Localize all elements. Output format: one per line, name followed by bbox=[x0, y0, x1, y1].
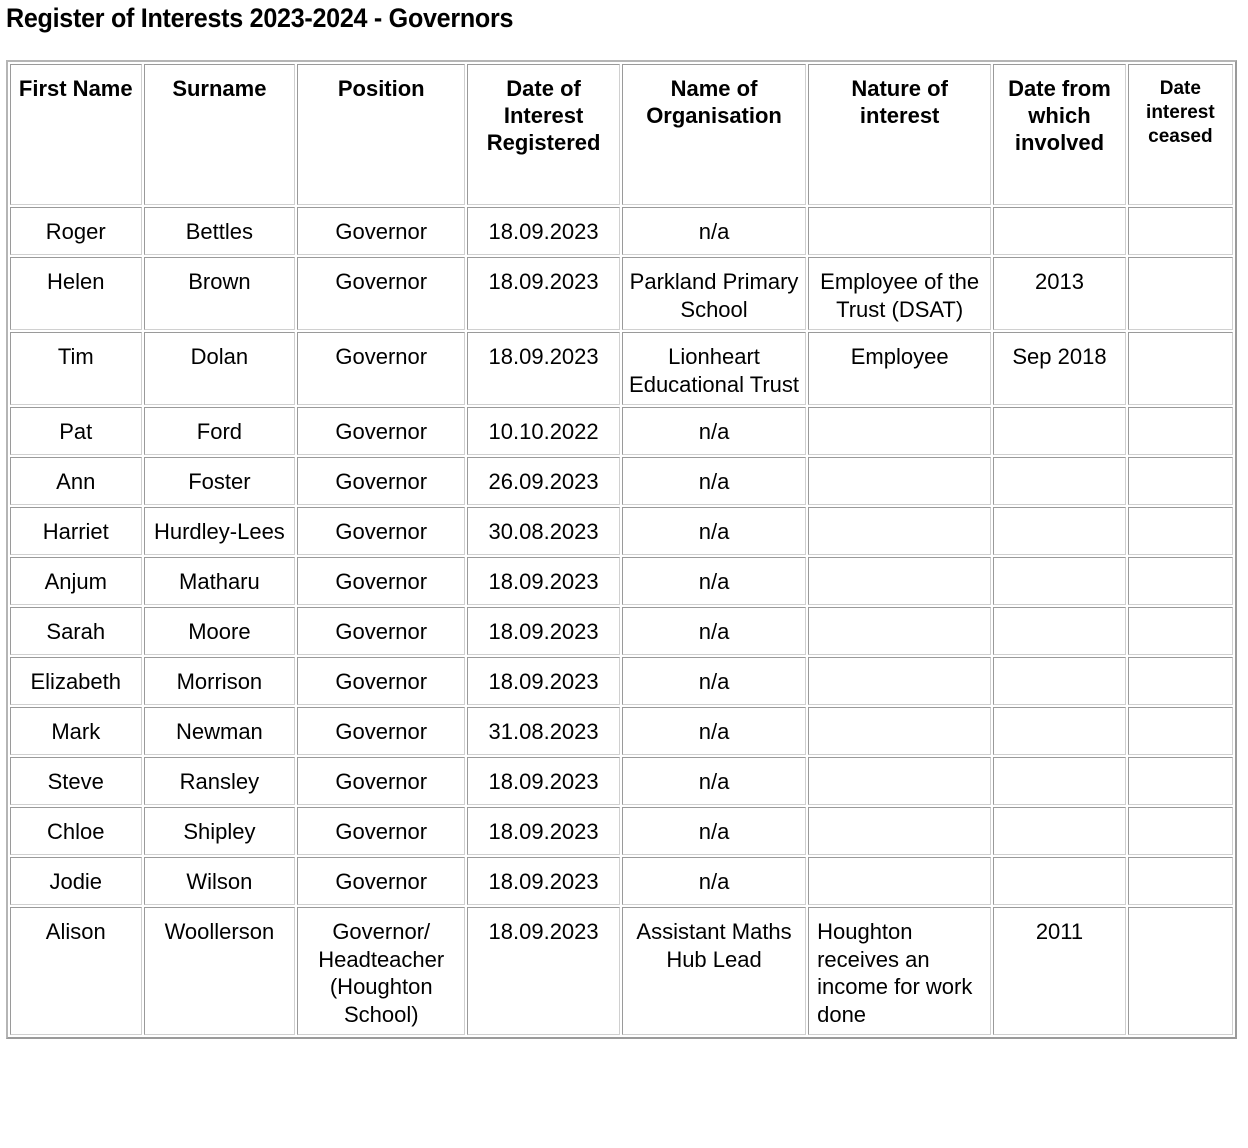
table-row bbox=[10, 207, 1233, 255]
register-table bbox=[6, 60, 1237, 1039]
column-header-organisation: Name of Organisation bbox=[622, 64, 806, 205]
date-ceased-cell bbox=[1128, 657, 1233, 705]
table-row bbox=[10, 332, 1233, 405]
organisation-cell: n/a bbox=[622, 207, 806, 255]
date-registered-cell: 18.09.2023 bbox=[467, 857, 620, 905]
surname-cell: Matharu bbox=[144, 557, 296, 605]
nature-cell bbox=[808, 707, 991, 755]
first-name-cell: Alison bbox=[10, 907, 142, 1035]
organisation-cell: Parkland Primary School bbox=[622, 257, 806, 330]
nature-cell bbox=[808, 857, 991, 905]
surname-cell: Moore bbox=[144, 607, 296, 655]
surname-cell: Ford bbox=[144, 407, 296, 455]
date-from-cell bbox=[993, 807, 1126, 855]
date-registered-cell: 18.09.2023 bbox=[467, 607, 620, 655]
first-name-cell: Harriet bbox=[10, 507, 142, 555]
position-cell: Governor bbox=[297, 807, 465, 855]
date-from-cell bbox=[993, 657, 1126, 705]
date-registered-cell: 18.09.2023 bbox=[467, 907, 620, 1035]
position-cell: Governor bbox=[297, 257, 465, 330]
first-name-cell: Steve bbox=[10, 757, 142, 805]
first-name-cell: Chloe bbox=[10, 807, 142, 855]
position-cell: Governor/ Headteacher (Houghton School) bbox=[297, 907, 465, 1035]
table-row bbox=[10, 457, 1233, 505]
first-name-cell: Jodie bbox=[10, 857, 142, 905]
date-registered-cell: 30.08.2023 bbox=[467, 507, 620, 555]
date-from-cell bbox=[993, 557, 1126, 605]
organisation-cell: n/a bbox=[622, 407, 806, 455]
surname-cell: Bettles bbox=[144, 207, 296, 255]
date-from-cell bbox=[993, 507, 1126, 555]
date-from-cell: 2013 bbox=[993, 257, 1126, 330]
first-name-cell: Elizabeth bbox=[10, 657, 142, 705]
surname-cell: Dolan bbox=[144, 332, 296, 405]
date-from-cell bbox=[993, 607, 1126, 655]
date-registered-cell: 18.09.2023 bbox=[467, 757, 620, 805]
surname-cell: Woollerson bbox=[144, 907, 296, 1035]
date-registered-cell: 18.09.2023 bbox=[467, 657, 620, 705]
position-cell: Governor bbox=[297, 757, 465, 805]
surname-cell: Hurdley-Lees bbox=[144, 507, 296, 555]
table-row bbox=[10, 607, 1233, 655]
first-name-cell: Mark bbox=[10, 707, 142, 755]
nature-cell: Employee of the Trust (DSAT) bbox=[808, 257, 991, 330]
date-registered-cell: 26.09.2023 bbox=[467, 457, 620, 505]
table-row bbox=[10, 807, 1233, 855]
position-cell: Governor bbox=[297, 207, 465, 255]
first-name-cell: Helen bbox=[10, 257, 142, 330]
surname-cell: Morrison bbox=[144, 657, 296, 705]
date-registered-cell: 18.09.2023 bbox=[467, 807, 620, 855]
organisation-cell: n/a bbox=[622, 807, 806, 855]
date-ceased-cell bbox=[1128, 807, 1233, 855]
organisation-cell: Assistant Maths Hub Lead bbox=[622, 907, 806, 1035]
table-row bbox=[10, 757, 1233, 805]
date-ceased-cell bbox=[1128, 907, 1233, 1035]
column-header-position: Position bbox=[297, 64, 465, 205]
position-cell: Governor bbox=[297, 857, 465, 905]
column-header-first-name: First Name bbox=[10, 64, 142, 205]
table-row bbox=[10, 657, 1233, 705]
nature-cell bbox=[808, 407, 991, 455]
surname-cell: Wilson bbox=[144, 857, 296, 905]
nature-cell bbox=[808, 807, 991, 855]
position-cell: Governor bbox=[297, 507, 465, 555]
position-cell: Governor bbox=[297, 557, 465, 605]
column-header-nature: Nature of interest bbox=[808, 64, 991, 205]
surname-cell: Shipley bbox=[144, 807, 296, 855]
date-from-cell bbox=[993, 407, 1126, 455]
position-cell: Governor bbox=[297, 407, 465, 455]
organisation-cell: n/a bbox=[622, 657, 806, 705]
position-cell: Governor bbox=[297, 707, 465, 755]
nature-cell: Houghton receives an income for work done bbox=[808, 907, 991, 1035]
date-from-cell: 2011 bbox=[993, 907, 1126, 1035]
organisation-cell: Lionheart Educational Trust bbox=[622, 332, 806, 405]
column-header-date-from: Date from which involved bbox=[993, 64, 1126, 205]
organisation-cell: n/a bbox=[622, 507, 806, 555]
organisation-cell: n/a bbox=[622, 707, 806, 755]
date-from-cell bbox=[993, 757, 1126, 805]
date-ceased-cell bbox=[1128, 332, 1233, 405]
date-registered-cell: 31.08.2023 bbox=[467, 707, 620, 755]
nature-cell bbox=[808, 207, 991, 255]
first-name-cell: Anjum bbox=[10, 557, 142, 605]
date-ceased-cell bbox=[1128, 507, 1233, 555]
date-ceased-cell bbox=[1128, 557, 1233, 605]
organisation-cell: n/a bbox=[622, 607, 806, 655]
date-ceased-cell bbox=[1128, 257, 1233, 330]
position-cell: Governor bbox=[297, 657, 465, 705]
nature-cell bbox=[808, 507, 991, 555]
date-ceased-cell bbox=[1128, 457, 1233, 505]
position-cell: Governor bbox=[297, 607, 465, 655]
table-row bbox=[10, 407, 1233, 455]
date-registered-cell: 10.10.2022 bbox=[467, 407, 620, 455]
date-registered-cell: 18.09.2023 bbox=[467, 257, 620, 330]
nature-cell bbox=[808, 657, 991, 705]
date-ceased-cell bbox=[1128, 207, 1233, 255]
date-from-cell bbox=[993, 857, 1126, 905]
surname-cell: Newman bbox=[144, 707, 296, 755]
organisation-cell: n/a bbox=[622, 757, 806, 805]
table-row bbox=[10, 507, 1233, 555]
first-name-cell: Pat bbox=[10, 407, 142, 455]
nature-cell bbox=[808, 557, 991, 605]
position-cell: Governor bbox=[297, 332, 465, 405]
nature-cell bbox=[808, 757, 991, 805]
date-ceased-cell bbox=[1128, 707, 1233, 755]
date-ceased-cell bbox=[1128, 407, 1233, 455]
date-from-cell bbox=[993, 207, 1126, 255]
page-title: Register of Interests 2023-2024 - Governors bbox=[6, 3, 514, 33]
first-name-cell: Tim bbox=[10, 332, 142, 405]
date-from-cell bbox=[993, 707, 1126, 755]
date-from-cell bbox=[993, 457, 1126, 505]
date-ceased-cell bbox=[1128, 757, 1233, 805]
table-row bbox=[10, 907, 1233, 1035]
position-cell: Governor bbox=[297, 457, 465, 505]
first-name-cell: Sarah bbox=[10, 607, 142, 655]
date-from-cell: Sep 2018 bbox=[993, 332, 1126, 405]
table-row bbox=[10, 857, 1233, 905]
column-header-date-registered: Date of Interest Registered bbox=[467, 64, 620, 205]
surname-cell: Foster bbox=[144, 457, 296, 505]
surname-cell: Brown bbox=[144, 257, 296, 330]
header-row bbox=[10, 64, 1233, 205]
surname-cell: Ransley bbox=[144, 757, 296, 805]
table-row bbox=[10, 257, 1233, 330]
nature-cell bbox=[808, 607, 991, 655]
first-name-cell: Roger bbox=[10, 207, 142, 255]
organisation-cell: n/a bbox=[622, 857, 806, 905]
table-row bbox=[10, 557, 1233, 605]
date-ceased-cell bbox=[1128, 857, 1233, 905]
table-row bbox=[10, 707, 1233, 755]
column-header-surname: Surname bbox=[144, 64, 296, 205]
nature-cell bbox=[808, 457, 991, 505]
organisation-cell: n/a bbox=[622, 457, 806, 505]
date-registered-cell: 18.09.2023 bbox=[467, 332, 620, 405]
organisation-cell: n/a bbox=[622, 557, 806, 605]
date-registered-cell: 18.09.2023 bbox=[467, 207, 620, 255]
date-registered-cell: 18.09.2023 bbox=[467, 557, 620, 605]
first-name-cell: Ann bbox=[10, 457, 142, 505]
nature-cell: Employee bbox=[808, 332, 991, 405]
date-ceased-cell bbox=[1128, 607, 1233, 655]
column-header-date-ceased: Date interest ceased bbox=[1128, 64, 1233, 205]
